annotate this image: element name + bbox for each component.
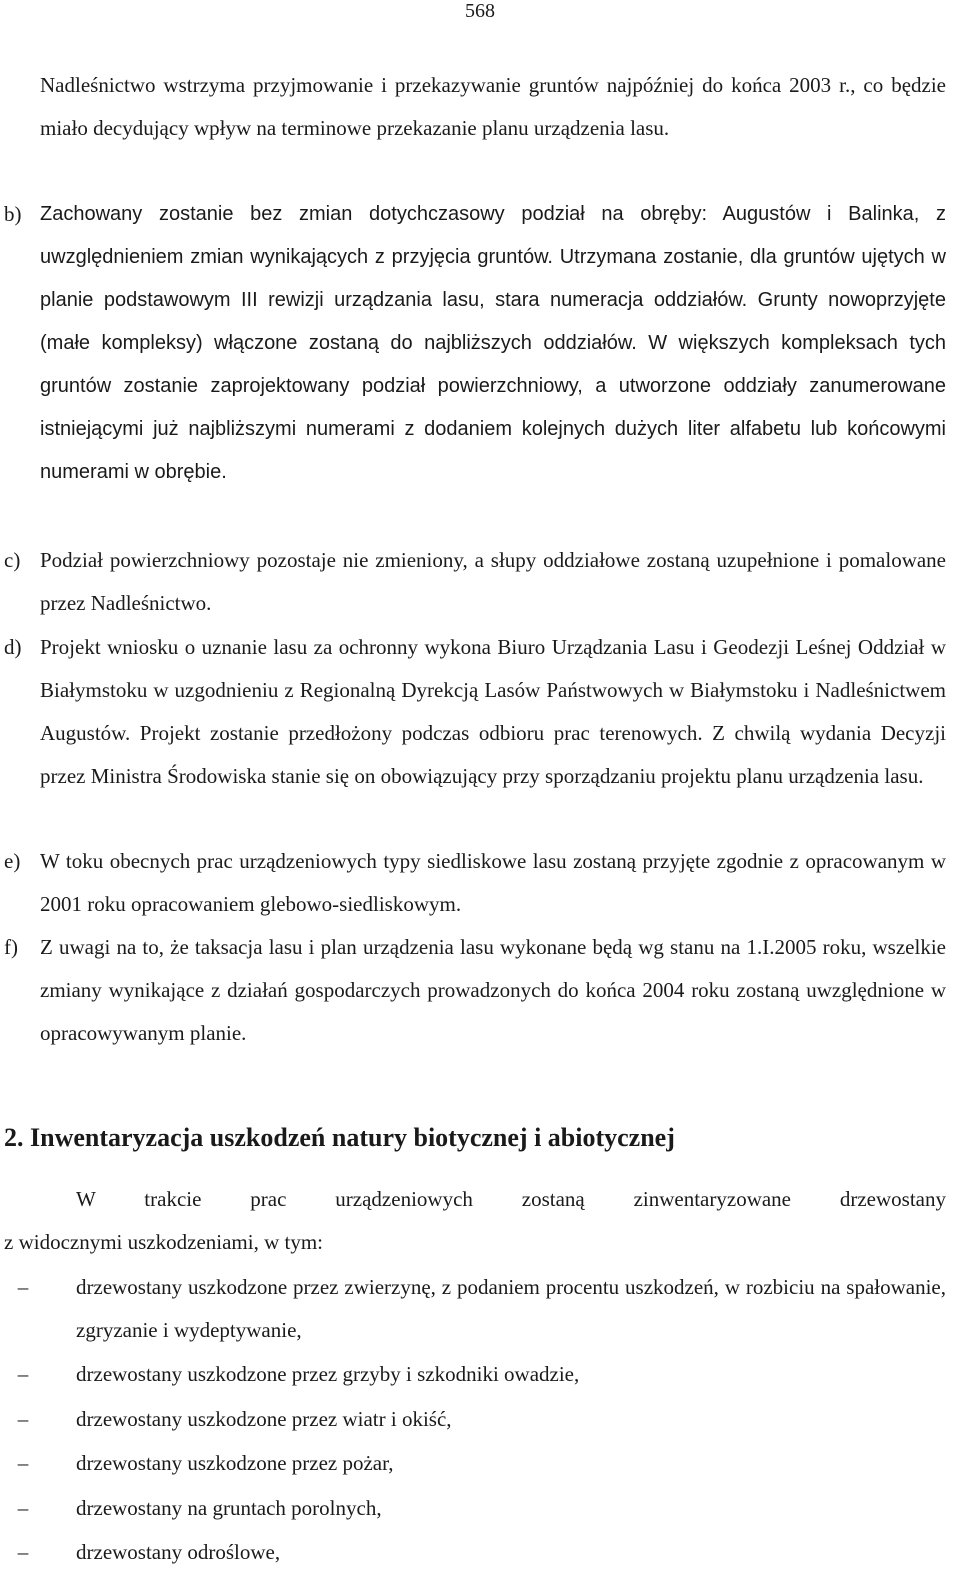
dash-bullet-icon: – — [17, 1406, 29, 1431]
item-label: d) — [4, 635, 22, 659]
list-item-text: drzewostany uszkodzone przez wiatr i okiść, — [76, 1406, 452, 1431]
item-text: Projekt wniosku o uznanie lasu za ochronny wykona Biuro Urządzania Lasu i Geodezji Leśnej Oddział w Białymstoku w uzgodnieniu z Regionalną Dyrekcją Lasów Państwowych w Białymstoku i Nadleśnictwem Augustów. Projekt zostanie przedłożony podczas odbioru prac terenowych. Z chwilą wydania Decyzji przez Ministra Środowiska stanie się on obowiązujący przy sporządzaniu projektu planu urządzenia lasu. — [40, 635, 946, 788]
dash-bullet-icon: – — [17, 1451, 29, 1475]
list-item — [4, 1397, 946, 1442]
intro-line-1: W trakcie prac urządzeniowych zostaną zinwentaryzowane drzewostany — [76, 1187, 946, 1211]
item-label: c) — [4, 548, 21, 572]
list-item — [4, 1266, 946, 1352]
item-text: Zachowany zostanie bez zmian dotychczasowy podział na obręby: Augustów i Balinka, z uwzględnieniem zmian wynikających z przyjęcia gruntów. Utrzymana zostanie, dla gruntów ujętych w planie podstawowym III rewizji urządzania lasu, stara numeracja oddziałów. Grunty nowoprzyjęte (małe kompleksy) włączone zostaną do najbliższych oddziałów. W większych kompleksach tych gruntów zostanie zaprojektowany podział powierzchniowy, a utworzone oddziały zanumerowane istniejącymi już najbliższymi numerami z dodaniem kolejnych dużych liter alfabetu lub końcowymi numerami w obrębie. — [40, 203, 946, 483]
intro-line-2: z widocznymi uszkodzeniami, w tym: — [4, 1230, 324, 1254]
list-item — [4, 1352, 946, 1397]
item-label: b) — [4, 202, 22, 226]
dash-bullet-icon: – — [17, 1540, 29, 1564]
dash-bullet-icon: – — [17, 1275, 29, 1299]
item-text: Z uwagi na to, że taksacja lasu i plan urządzenia lasu wykonane będą wg stanu na 1.I.2005 roku, wszelkie zmiany wynikające z działań gospodarczych prowadzonych do końca 2004 roku zostaną uwzględnione w opracowywanym planie. — [40, 935, 946, 1045]
dash-bullet-icon: – — [17, 1495, 29, 1520]
list-item-text: drzewostany na gruntach porolnych, — [76, 1495, 382, 1520]
damage-list — [4, 1266, 946, 1575]
section-heading: 2. Inwentaryzacja uszkodzeń natury biotycznej i abiotycznej — [4, 1123, 675, 1152]
list-item-text: drzewostany uszkodzone przez grzyby i szkodniki owadzie, — [76, 1362, 580, 1386]
list-item-text: drzewostany uszkodzone przez pożar, — [76, 1451, 394, 1475]
item-label: f) — [4, 935, 18, 959]
list-item — [4, 1486, 946, 1531]
item-text: Podział powierzchniowy pozostaje nie zmieniony, a słupy oddziałowe zostaną uzupełnione i pomalowane przez Nadleśnictwo. — [40, 548, 946, 615]
dash-bullet-icon: – — [17, 1362, 29, 1386]
section-intro — [4, 1178, 946, 1264]
list-item-text: drzewostany uszkodzone przez zwierzynę, z podaniem procentu uszkodzeń, w rozbiciu na spałowanie, zgryzanie i wydeptywanie, — [76, 1275, 946, 1342]
list-item-text: drzewostany odroślowe, — [76, 1540, 281, 1564]
list-item — [4, 1441, 946, 1486]
list-item — [4, 1530, 946, 1575]
item-label: e) — [4, 849, 21, 873]
item-text: W toku obecnych prac urządzeniowych typy siedliskowe lasu zostaną przyjęte zgodnie z opracowanym w 2001 roku opracowaniem glebowo-siedliskowym. — [40, 849, 946, 916]
page-number: 568 — [465, 0, 495, 22]
continuation-paragraph: Nadleśnictwo wstrzyma przyjmowanie i przekazywanie gruntów najpóźniej do końca 2003 r., co będzie miało decydujący wpływ na terminowe przekazanie planu urządzenia lasu. — [40, 73, 946, 140]
